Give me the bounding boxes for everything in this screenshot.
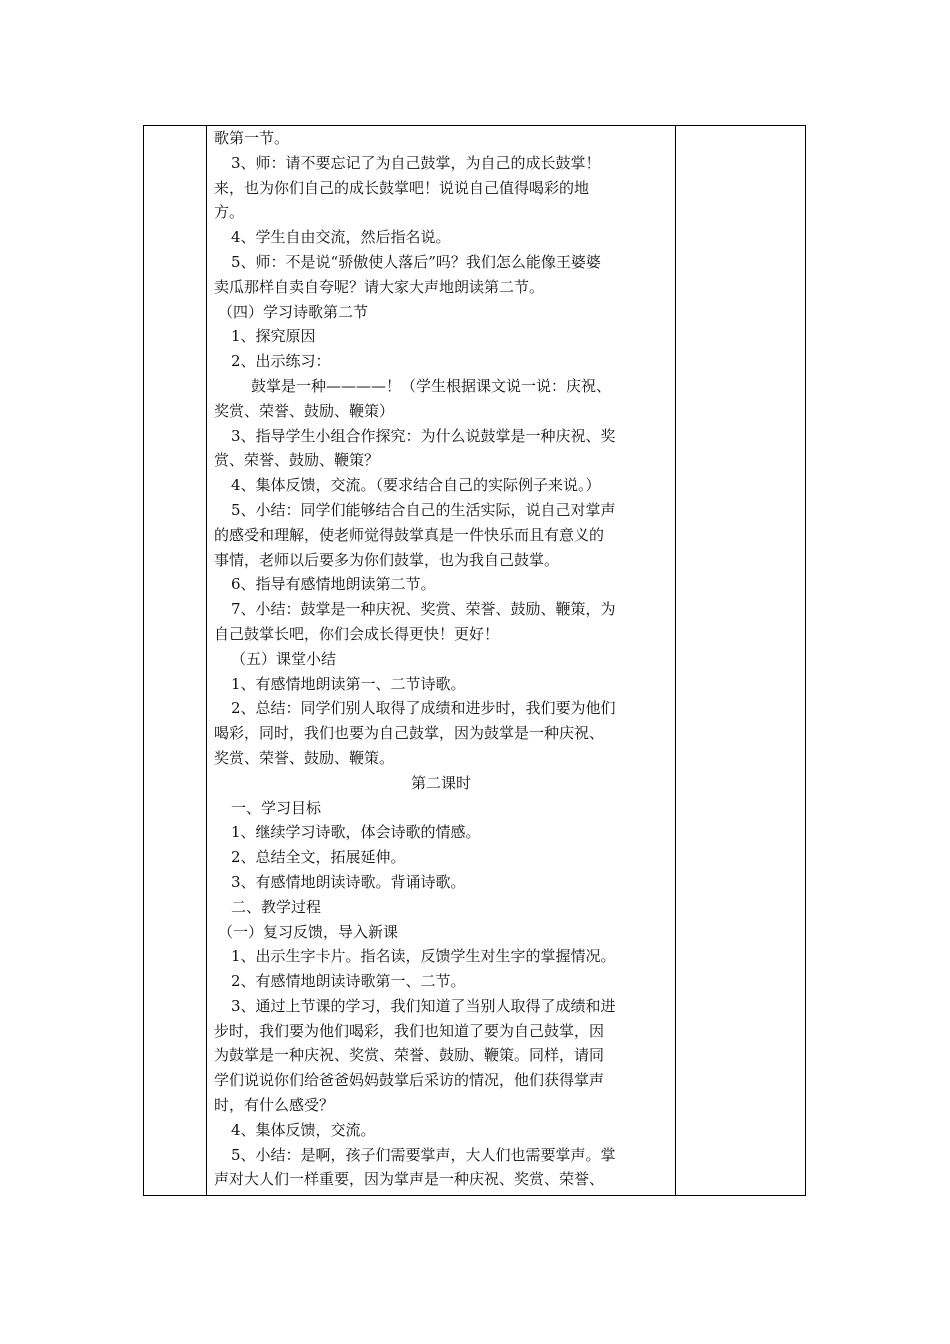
text-line: 声对大人们一样重要，因为掌声是一种庆祝、奖赏、荣誉、 xyxy=(214,1170,605,1189)
text-line: 5、师：不是说“骄傲使人落后”吗？我们怎么能像王婆婆 xyxy=(231,252,601,271)
text-line: 1、探究原因 xyxy=(231,327,316,346)
text-line: 1、继续学习诗歌，体会诗歌的情感。 xyxy=(231,823,481,842)
text-line: 5、小结：同学们能够结合自己的生活实际，说自己对掌声 xyxy=(231,500,616,519)
text-line: 3、通过上节课的学习，我们知道了当别人取得了成绩和进 xyxy=(231,996,616,1015)
text-line: 2、总结：同学们别人取得了成绩和进步时，我们要为他们 xyxy=(231,699,616,718)
text-line: （四）学习诗歌第二节 xyxy=(218,302,369,321)
text-line: 1、有感情地朗读第一、二节诗歌。 xyxy=(231,674,466,693)
text-line: 2、有感情地朗读诗歌第一、二节。 xyxy=(231,972,466,991)
text-line: 来，也为你们自己的成长鼓掌吧！说说自己值得喝彩的地 xyxy=(214,178,590,197)
text-line: 学们说说你们给爸爸妈妈鼓掌后采访的情况，他们获得掌声 xyxy=(214,1071,605,1090)
text-line: 奖赏、荣誉、鼓励、鞭策。 xyxy=(214,748,395,767)
column-divider-left xyxy=(206,126,207,1195)
text-line: 歌第一节。 xyxy=(214,129,290,147)
text-line: （一）复习反馈，导入新课 xyxy=(218,922,399,941)
text-line: 自己鼓掌长吧，你们会成长得更快！更好！ xyxy=(214,624,500,643)
text-line: 步时，我们要为他们喝彩，我们也知道了要为自己鼓掌，因 xyxy=(214,1021,605,1040)
text-line: 6、指导有感情地朗读第二节。 xyxy=(231,575,436,594)
column-divider-right xyxy=(675,126,676,1195)
text-line: 赏、荣誉、鼓励、鞭策？ xyxy=(214,451,380,470)
text-line: （五）课堂小结 xyxy=(231,649,337,668)
text-line: 5、小结：是啊，孩子们需要掌声，大人们也需要掌声。掌 xyxy=(231,1145,616,1164)
text-line: 奖赏、荣誉、鼓励、鞭策） xyxy=(214,401,395,420)
text-line: 3、指导学生小组合作探究：为什么说鼓掌是一种庆祝、奖 xyxy=(231,426,616,445)
text-line: 鼓掌是一种————！（学生根据课文说一说：庆祝、 xyxy=(251,376,612,395)
text-line: 时，有什么感受？ xyxy=(214,1096,335,1115)
text-line: 喝彩，同时，我们也要为自己鼓掌，因为鼓掌是一种庆祝、 xyxy=(214,724,605,743)
text-line: 的感受和理解，使老师觉得鼓掌真是一件快乐而且有意义的 xyxy=(214,525,605,544)
text-line: 7、小结：鼓掌是一种庆祝、奖赏、荣誉、鼓励、鞭策，为 xyxy=(231,600,616,619)
lesson-content xyxy=(214,126,668,1192)
text-line: 3、有感情地朗读诗歌。背诵诗歌。 xyxy=(231,872,466,891)
text-line: 1、出示生字卡片。指名读，反馈学生对生字的掌握情况。 xyxy=(231,947,616,966)
text-line: 一、学习目标 xyxy=(231,798,322,817)
text-line: 4、集体反馈，交流。 xyxy=(231,1120,376,1139)
text-line: 4、集体反馈，交流。（要求结合自己的实际例子来说。） xyxy=(231,476,601,495)
text-line: 事情，老师以后要多为你们鼓掌，也为我自己鼓掌。 xyxy=(214,550,560,569)
text-line: 4、学生自由交流，然后指名说。 xyxy=(231,228,451,247)
text-line: 卖瓜那样自卖自夸呢？请大家大声地朗读第二节。 xyxy=(214,277,545,296)
text-line: 方。 xyxy=(214,203,245,222)
section-heading: 第二课时 xyxy=(410,773,471,792)
text-line: 为鼓掌是一种庆祝、奖赏、荣誉、鼓励、鞭策。同样，请同 xyxy=(214,1046,605,1065)
text-line: 3、师：请不要忘记了为自己鼓掌，为自己的成长鼓掌！ xyxy=(231,153,601,172)
text-line: 二、教学过程 xyxy=(231,897,322,916)
text-line: 2、总结全文，拓展延伸。 xyxy=(231,848,406,867)
text-line: 2、出示练习： xyxy=(231,352,331,371)
